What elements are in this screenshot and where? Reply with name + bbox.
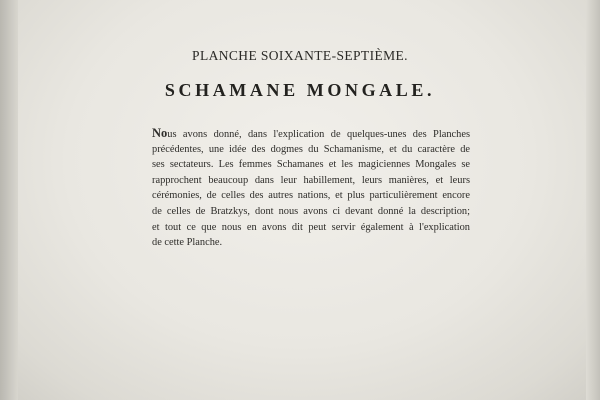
body-paragraph [152, 126, 470, 251]
plate-heading: PLANCHE SOIXANTE-SEPTIÈME. [192, 48, 408, 63]
first-line-text: us avons donné, dans l'explication de quelques-unes des Planches [167, 129, 470, 140]
drop-cap: No [152, 126, 168, 140]
paragraph-line: cérémonies, de celles des autres nations, et plus particulièrement encore [152, 190, 470, 202]
paragraph-line: et tout ce que nous en avons dit peut servir également à l'explication [152, 221, 470, 233]
paragraph-line [152, 126, 470, 142]
paragraph-line: précédentes, une idée des dogmes du Schamanisme, et du caractère de [152, 143, 470, 155]
paragraph-line: ses sectateurs. Les femmes Schamanes et les magiciennes Mongales se [152, 159, 470, 171]
page-title: SCHAMANE MONGALE. [164, 80, 436, 100]
paragraph-line: de cette Planche. [152, 237, 223, 249]
paragraph-line: rapprochent beaucoup dans leur habillement, leurs manières, et leurs [152, 174, 470, 186]
paragraph-line: de celles de Bratzkys, dont nous avons ci devant donné la description; [152, 205, 470, 217]
